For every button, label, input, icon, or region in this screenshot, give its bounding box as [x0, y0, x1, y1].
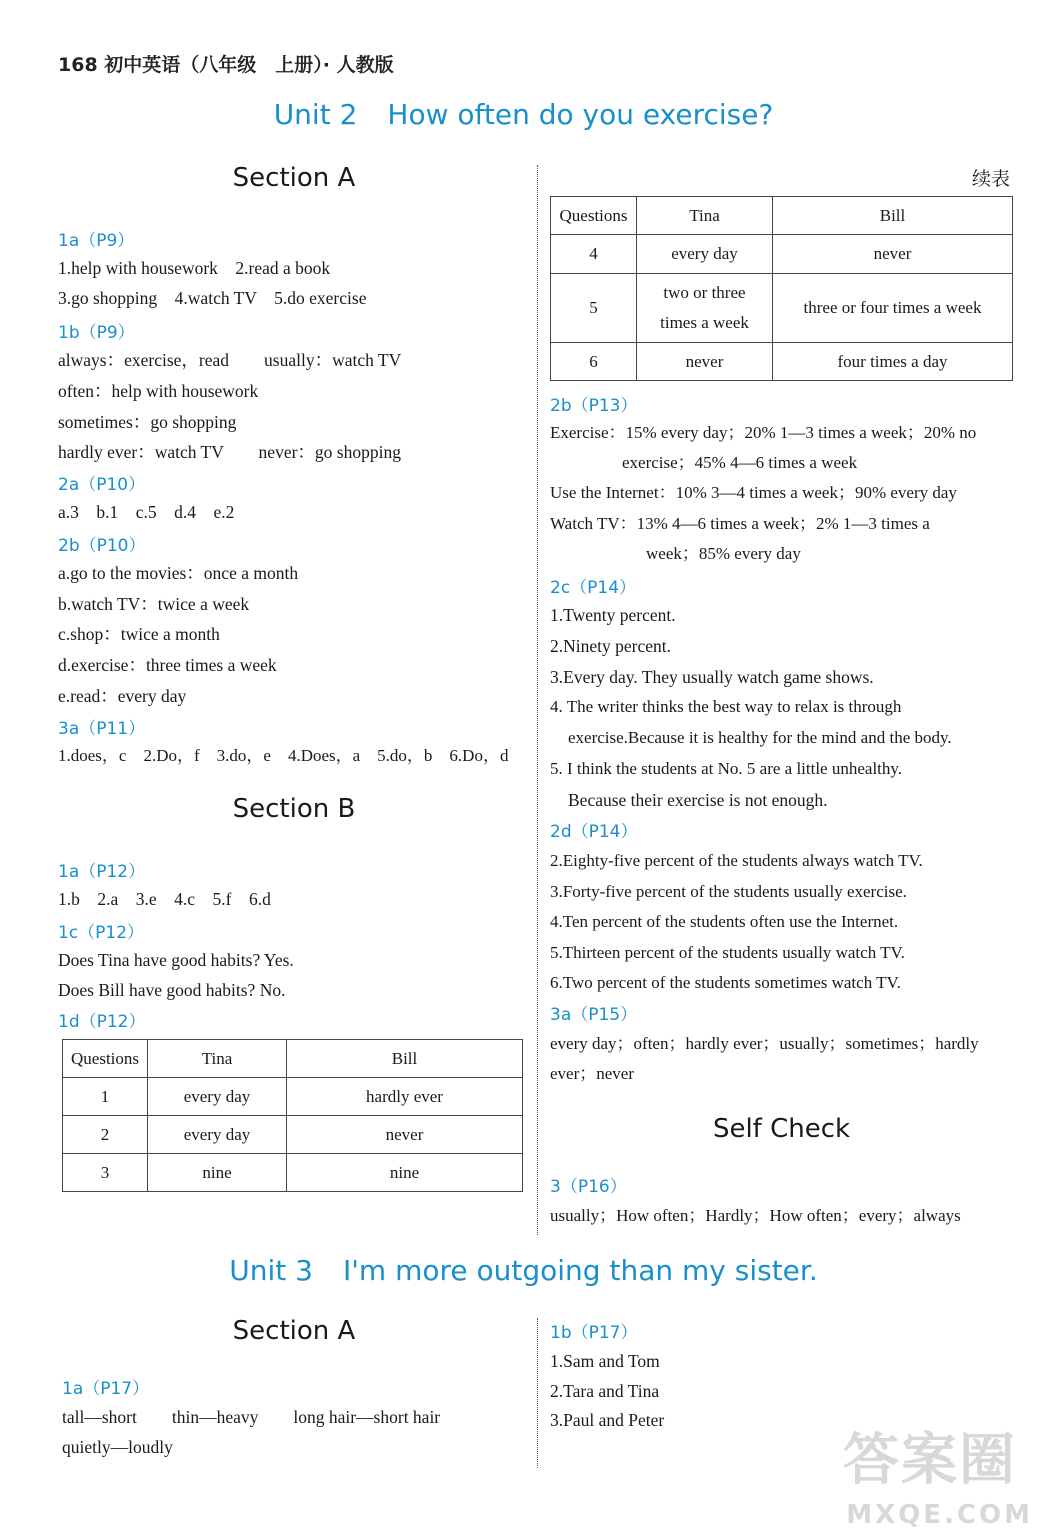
- unit3-answer-1b-line3: 3.Paul and Peter: [550, 1410, 665, 1430]
- unit2-title-text: How often do you exercise?: [387, 98, 774, 131]
- answer-1b-line4: hardly ever：watch TV never：go shopping: [58, 442, 401, 462]
- table-cell: hardly ever: [287, 1078, 523, 1116]
- table-cell: every day: [637, 235, 773, 274]
- label-b-1a: 1a（P12）: [58, 862, 146, 882]
- label-b-1c: 1c（P12）: [58, 923, 145, 943]
- unit3-section-a-heading: Section A: [232, 1316, 356, 1346]
- table-cell-line2: times a week: [660, 313, 749, 332]
- answer-sc-3: usually；How often；Hardly；How often；every；always: [550, 1206, 961, 1225]
- table-cell: nine: [148, 1154, 287, 1192]
- answer-b-1c-line1: Does Tina have good habits? Yes.: [58, 950, 294, 970]
- section-a-heading: Section A: [232, 163, 356, 193]
- answer-b-2d-line2: 3.Forty-five percent of the students usually exercise.: [550, 882, 907, 901]
- answer-2b-line5: e.read：every day: [58, 686, 187, 706]
- answer-b-2d-line4: 5.Thirteen percent of the students usually watch TV.: [550, 943, 905, 962]
- answer-b-2b-line3: Use the Internet：10% 3—4 times a week；90% every day: [550, 483, 957, 502]
- table-cell: never: [773, 235, 1013, 274]
- label-b-1d: 1d（P12）: [58, 1012, 146, 1032]
- table-row: [551, 343, 1013, 381]
- table-row: [551, 274, 1013, 343]
- label-2a: 2a（P10）: [58, 475, 146, 495]
- unit3-label-1a: 1a（P17）: [62, 1379, 150, 1399]
- column-divider-unit2: [537, 165, 538, 1235]
- answer-b-2d-line1: 2.Eighty-five percent of the students always watch TV.: [550, 851, 923, 870]
- table-2-head-questions: Questions: [551, 197, 637, 235]
- unit2-title: [0, 98, 1047, 131]
- table-cell-line1: two or three: [663, 283, 746, 302]
- section-b-heading: Section B: [232, 794, 356, 824]
- table-cell: every day: [148, 1078, 287, 1116]
- answer-b-2b-line1: Exercise：15% every day；20% 1—3 times a week；20% no: [550, 423, 977, 442]
- page-header: 168 初中英语（八年级 上册）· 人教版: [58, 54, 394, 76]
- label-b-3a: 3a（P15）: [550, 1005, 638, 1025]
- answer-3a: 1.does，c 2.Do，f 3.do，e 4.Does，a 5.do，b 6.Do，d: [58, 746, 509, 765]
- table-row: [63, 1154, 523, 1192]
- label-b-2b: 2b（P13）: [550, 396, 638, 416]
- answer-1b-line3: sometimes：go shopping: [58, 412, 237, 432]
- answer-1b-line2: often：help with housework: [58, 381, 259, 401]
- label-1a: 1a（P9）: [58, 231, 135, 251]
- answer-1a-line1: 1.help with housework 2.read a book: [58, 258, 331, 278]
- table-1d-header-row: [63, 1040, 523, 1078]
- unit3-answer-1b-line1: 1.Sam and Tom: [550, 1351, 660, 1371]
- table-cell: never: [637, 343, 773, 381]
- table-cell: three or four times a week: [773, 274, 1013, 343]
- label-2b: 2b（P10）: [58, 536, 146, 556]
- unit3-title: [0, 1254, 1047, 1287]
- table-cell: never: [287, 1116, 523, 1154]
- answer-b-3a-line2: ever；never: [550, 1064, 635, 1083]
- table-1d-head-bill: Bill: [287, 1040, 523, 1078]
- answer-b-2c-line7: Because their exercise is not enough.: [568, 790, 828, 810]
- table-cell: 3: [63, 1154, 148, 1192]
- unit3-answer-1a-line1: tall—short thin—heavy long hair—short hair: [62, 1407, 441, 1427]
- answer-b-2d-line5: 6.Two percent of the students sometimes watch TV.: [550, 973, 901, 992]
- answer-1b-line1: always：exercise，read usually：watch TV: [58, 350, 402, 370]
- answer-2b-line3: c.shop：twice a month: [58, 624, 220, 644]
- answer-b-2b-line4: Watch TV：13% 4—6 times a week；2% 1—3 times a: [550, 514, 930, 533]
- unit3-number: Unit 3: [229, 1254, 313, 1287]
- answer-b-2c-line6: 5. I think the students at No. 5 are a little unhealthy.: [550, 759, 903, 778]
- answer-b-2b-line2: exercise；45% 4—6 times a week: [622, 453, 858, 472]
- answer-b-2c-line5: exercise.Because it is healthy for the mind and the body.: [568, 728, 952, 747]
- table-cell: 6: [551, 343, 637, 381]
- answer-b-2b-line5: week；85% every day: [646, 544, 801, 563]
- self-check-heading: Self Check: [712, 1114, 851, 1144]
- table-1d-head-tina: Tina: [148, 1040, 287, 1078]
- table-2-header-row: [551, 197, 1013, 235]
- unit3-label-1b: 1b（P17）: [550, 1323, 638, 1343]
- table-cell: 1: [63, 1078, 148, 1116]
- answer-b-2c-line2: 2.Ninety percent.: [550, 636, 671, 656]
- table-cell: 2: [63, 1116, 148, 1154]
- table-cell: [637, 274, 773, 343]
- column-divider-unit3: [537, 1318, 538, 1468]
- answer-2b-line1: a.go to the movies：once a month: [58, 563, 299, 583]
- label-3a: 3a（P11）: [58, 719, 146, 739]
- answer-1a-line2: 3.go shopping 4.watch TV 5.do exercise: [58, 288, 367, 308]
- table-cell: four times a day: [773, 343, 1013, 381]
- answer-b-2d-line3: 4.Ten percent of the students often use the Internet.: [550, 912, 899, 931]
- table-1d-continued: [550, 196, 1013, 381]
- continued-table-label: 续表: [972, 169, 1011, 190]
- table-2-head-bill: Bill: [773, 197, 1013, 235]
- unit2-number: Unit 2: [273, 98, 358, 131]
- label-b-2d: 2d（P14）: [550, 822, 638, 842]
- table-1d-head-questions: Questions: [63, 1040, 148, 1078]
- table-cell: 4: [551, 235, 637, 274]
- unit3-title-text: I'm more outgoing than my sister.: [342, 1254, 818, 1287]
- table-cell: every day: [148, 1116, 287, 1154]
- answer-b-1c-line2: Does Bill have good habits? No.: [58, 980, 286, 1000]
- answer-b-3a-line1: every day；often；hardly ever；usually；sometimes；hardly: [550, 1034, 979, 1053]
- answer-b-1a: 1.b 2.a 3.e 4.c 5.f 6.d: [58, 889, 271, 909]
- answer-b-2c-line4: 4. The writer thinks the best way to relax is through: [550, 697, 902, 716]
- answer-2b-line4: d.exercise：three times a week: [58, 655, 277, 675]
- table-cell: 5: [551, 274, 637, 343]
- table-2-head-tina: Tina: [637, 197, 773, 235]
- answer-2b-line2: b.watch TV：twice a week: [58, 594, 250, 614]
- answer-2a: a.3 b.1 c.5 d.4 e.2: [58, 502, 235, 522]
- watermark-logo: 答案圈: [843, 1428, 1017, 1493]
- label-sc-3: 3（P16）: [550, 1177, 627, 1197]
- unit3-answer-1b-line2: 2.Tara and Tina: [550, 1381, 660, 1401]
- table-row: [63, 1078, 523, 1116]
- table-1d: [62, 1039, 523, 1192]
- answer-b-2c-line3: 3.Every day. They usually watch game shows.: [550, 667, 874, 687]
- table-row: [63, 1116, 523, 1154]
- table-cell: nine: [287, 1154, 523, 1192]
- unit3-answer-1a-line2: quietly—loudly: [62, 1437, 173, 1457]
- answer-b-2c-line1: 1.Twenty percent.: [550, 605, 676, 625]
- label-1b: 1b（P9）: [58, 323, 135, 343]
- watermark-url: MXQE.COM: [846, 1500, 1033, 1530]
- label-b-2c: 2c（P14）: [550, 578, 637, 598]
- table-row: [551, 235, 1013, 274]
